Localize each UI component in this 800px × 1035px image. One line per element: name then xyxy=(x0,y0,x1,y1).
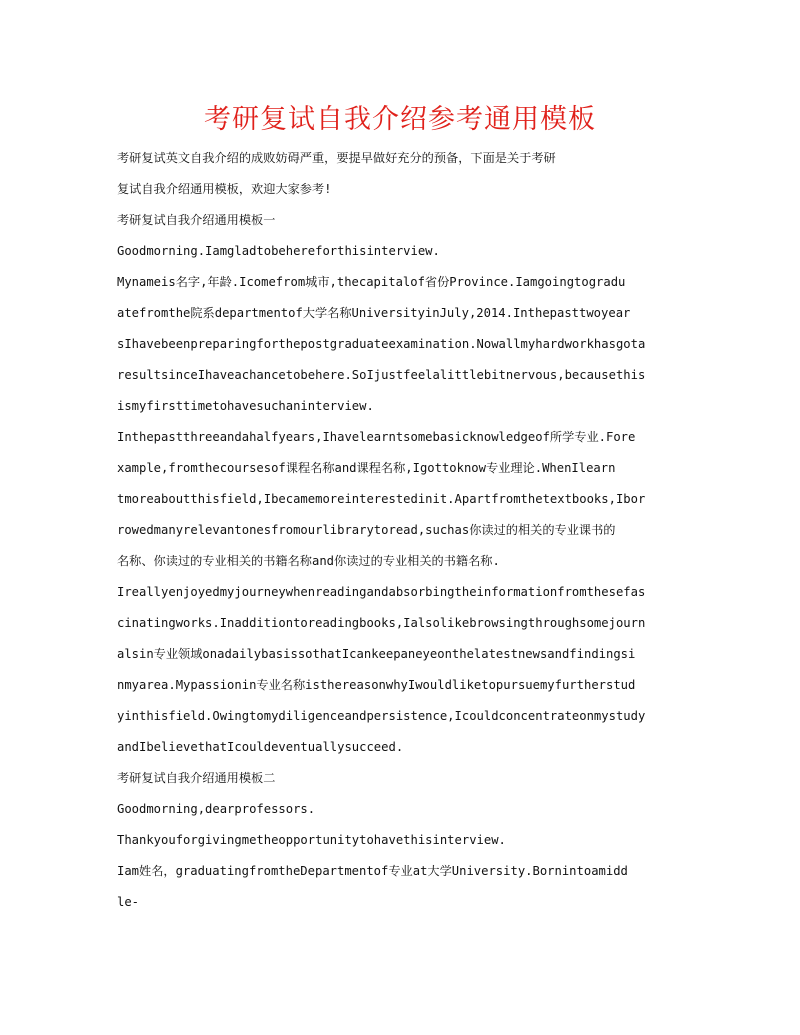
text-line: resultsinceIhaveachancetobehere.SoIjustfeelalittlebitnervous,becausethis xyxy=(117,368,646,382)
text-line: ismyfirsttimetohavesuchaninterview. xyxy=(117,399,374,413)
text-line: nmyarea.Mypassionin专业名称isthereasonwhyIwouldliketopursuemyfurtherstud xyxy=(117,678,636,692)
text-line: 考研复试自我介绍通用模板一 xyxy=(117,213,276,227)
text-line: Goodmorning.Iamgladtobehereforthisinterview. xyxy=(117,244,440,258)
text-line: 复试自我介绍通用模板，欢迎大家参考! xyxy=(117,182,332,196)
text-line: andIbelievethatIcouldeventuallysucceed. xyxy=(117,740,404,754)
text-line: yinthisfield.Owingtomydiligenceandpersistence,Icouldconcentrateonmystudy xyxy=(117,709,646,723)
text-line: 考研复试自我介绍通用模板二 xyxy=(117,771,276,785)
text-line: tmoreaboutthisfield,Ibecamemoreinterestedinit.Apartfromthetextbooks,Ibor xyxy=(117,492,646,506)
text-line: Mynameis名字,年龄.Icomefrom城市,thecapitalof省份Province.Iamgoingtogradu xyxy=(117,275,626,289)
text-line: cinatingworks.Inadditiontoreadingbooks,Ialsolikebrowsingthroughsomejourn xyxy=(117,616,646,630)
text-line: Iam姓名，graduatingfromtheDepartmentof专业at大学University.Bornintoamidd xyxy=(117,864,628,878)
text-line: Ireallyenjoyedmyjourneywhenreadingandabsorbingtheinformationfromthesefas xyxy=(117,585,646,599)
text-line: xample,fromthecoursesof课程名称and课程名称,Igottoknow专业理论.WhenIlearn xyxy=(117,461,616,475)
text-line: Inthepastthreeandahalfyears,Ihavelearntsomebasicknowledgeof所学专业.Fore xyxy=(117,430,636,444)
text-line: sIhavebeenpreparingforthepostgraduateexamination.Nowallmyhardworkhasgota xyxy=(117,337,646,351)
text-line: 考研复试英文自我介绍的成败妨碍严重，要提早做好充分的预备，下面是关于考研 xyxy=(117,151,556,165)
text-line: le- xyxy=(117,895,140,909)
text-line: rowedmanyrelevantonesfromourlibrarytoread,suchas你读过的相关的专业课书的 xyxy=(117,523,616,537)
text-line: 名称、你读过的专业相关的书籍名称and你读过的专业相关的书籍名称. xyxy=(117,554,500,568)
text-line: Thankyouforgivingmetheopportunitytohavethisinterview. xyxy=(117,833,506,847)
text-line: Goodmorning,dearprofessors. xyxy=(117,802,316,816)
document-title: 考研复试自我介绍参考通用模板 xyxy=(204,104,596,135)
text-line: alsin专业领域onadailybasissothatIcankeepaneyeonthelatestnewsandfindingsi xyxy=(117,647,636,661)
text-line: atefromthe院系departmentof大学名称UniversityinJuly,2014.Inthepasttwoyear xyxy=(117,306,631,320)
document-body xyxy=(117,143,685,918)
